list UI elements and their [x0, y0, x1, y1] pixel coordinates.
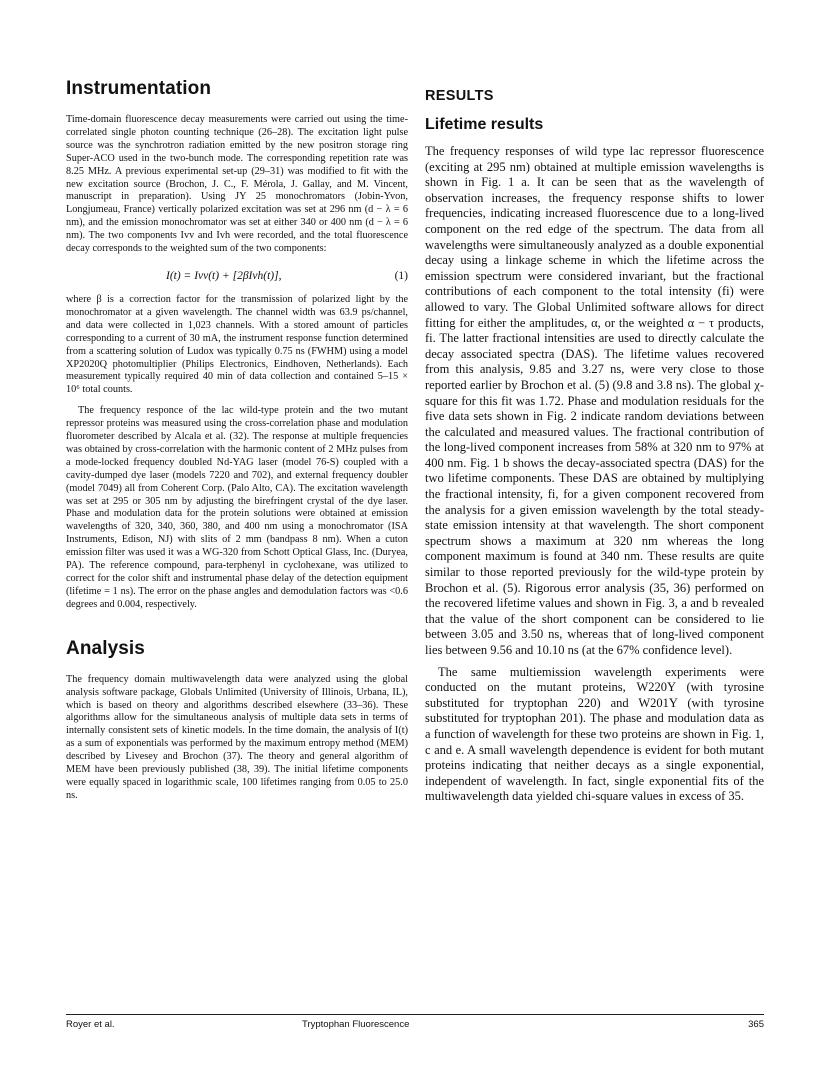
- instrumentation-paragraph-1: Time-domain fluorescence decay measurements were carried out using the time-correlated single photon counting technique (26–28). The excitation light pulse source was the synchrotron radiation emitted by the new positron storage ring Super-ACO used in the two-bunch mode. The corresponding repetition rate was 8.25 MHz. A previous experimental set-up (29–31) was modified to fit with the new excitation source (Brochon, J. C., F. Mérola, J. Gallay, and M. Vincent, manuscript in preparation). Using JY 25 monochromators (Jobin-Yvon, Longjumeau, France) vertically polarized excitation was set at 296 nm (d − λ = 6 nm), and the emission monochromator was set at either 340 or 400 nm (d − λ = 6 nm). The two components Ivv and Ivh were recorded, and the total fluorescence decay corresponds to the weighted sum of the two components:: [66, 114, 408, 255]
- equation-1: [66, 270, 408, 282]
- results-paragraph-2: The same multiemission wavelength experiments were conducted on the mutant proteins, W220Y (with tyrosine substituted for tryptophan 220) and W201Y (with tyrosine substituted for tryptophan 201). The phase and modulation data as a function of wavelength for these two proteins are shown in Fig. 1, c and e. A small wavelength dependence is evident for both mutant proteins indicating that neither decays as a single exponential, independent of wavelength. In fact, single exponential fits of the multiwavelength data yielded chi-square values in excess of 35.: [425, 664, 764, 804]
- analysis-paragraph: The frequency domain multiwavelength data were analyzed using the global analysis software package, Globals Unlimited (University of Illinois, Urbana, IL), which is based on theory and algorithms described elsewhere (33–36). These algorithms allow for the simultaneous analysis of multiple data sets in terms of internally consistent sets of kinetic models. In the time domain, the analysis of I(t) as a sum of exponentials was performed by the maximum entropy method (MEM) described by Livesey and Brochon (37). The theory and general algorithm of MEM have been previously published (38, 39). The initial lifetime components were equally spaced in logarithmic scale, 100 lifetimes ranging from 0.05 to 25.0 ns.: [66, 673, 408, 801]
- results-paragraph-1: The frequency responses of wild type lac repressor fluorescence (exciting at 295 nm) obtained at multiple emission wavelengths is shown in Fig. 1 a. It can be seen that as the wavelength of observation increases, the frequency response shifts to lower frequencies, indicating increased fluorescence due to a long-lived component on the red edge of the spectrum. The data from all wavelengths were simultaneously analyzed as a double exponential decay using a linkage scheme in which the lifetime across the emission spectrum were considered invariant, but the fractional contributions of each component to the total intensity (fi) were allowed to vary. The Global Unlimited software allows for direct fitting for either the amplitudes, α, or the weighted α − τ products, fi. The latter fractional intensities are used to directly calculate the decay associated spectra (DAS). The lifetime values recovered from this analysis, 9.85 and 3.27 ns, were very close to those reported earlier by Brochon et al. (5) (9.8 and 3.8 ns). The global χ-square for this fit was 1.72. Phase and modulation residuals for the five data sets shown in Fig. 2 indicate random deviations between the calculated and measured values. The fractional contribution of the long-lived component increases from 58% at 320 nm to 97% at 400 nm. Fig. 1 b shows the decay-associated spectra (DAS) for the two lifetime components. These DAS are obtained by multiplying the fractional intensity, fi, for a given component recovered from the analysis for a given emission wavelength by the total steady-state emission intensity at that wavelength. The short component spectrum shows a maximum at 320 nm whereas the long component maximum is found at 340 nm. These results are quite similar to those reported previously for the wild-type protein by Brochon et al. (5). Rigorous error analysis (35, 36) performed on the recovered lifetime values and shown in Fig. 3, a and b revealed that the value of the short component can be considered to lie between 3.05 and 3.50 ns, whereas that of long-lived component lies between 9.56 and 10.10 ns (at the 67% confidence level).: [425, 144, 764, 657]
- instrumentation-paragraph-3: The frequency responce of the lac wild-type protein and the two mutant repressor proteins was measured using the cross-correlation phase and modulation fluorometer described by Alcala et al. (32). The response at multiple frequencies was obtained by cross-correlation with the harmonic content of 2 MHz pulses from a mode-locked frequency doubled Nd-YAG laser (model 76-S) coupled with a cavity-dumped dye laser (models 7220 and 702), and external frequency doubler (model 7049) all from Coherent Corp. (Palo Alto, CA). The excitation wavelength was set at 295 or 305 nm by adjusting the birefringent crystal of the dye laser. Phase and modulation data for the protein solutions were obtained at emission wavelengths of 320, 340, 360, 380, and 400 nm using a monochromator (ISA Instruments, Edison, NJ) with slits of 2 mm (bandpass 8 nm). When a cuton emission filter was used it was a WG-320 from Schott Optical Glass, Inc. (Duryea, PA). The reference compound, para-terphenyl in cyclohexane, was utilized to correct for the color shift and instrumental phase delay of the detection equipment (lifetime = 1 ns). The error on the phase angles and demodulation factors was <0.6 degrees and 0.004, respectively.: [66, 405, 408, 610]
- page-footer: [66, 1014, 764, 1030]
- right-column: [425, 88, 764, 805]
- footer-authors: Royer et al.: [66, 1019, 115, 1030]
- footer-running-title: Tryptophan Fluorescence: [302, 1019, 410, 1030]
- left-column: [66, 78, 408, 803]
- page-number: 365: [748, 1019, 764, 1030]
- analysis-heading: Analysis: [66, 637, 145, 659]
- equation-text: I(t) = Ivv(t) + [2βIvh(t)],: [166, 269, 282, 282]
- equation-number: (1): [394, 269, 408, 282]
- instrumentation-heading: Instrumentation: [66, 78, 212, 99]
- results-heading: RESULTS: [425, 88, 494, 104]
- instrumentation-paragraph-2: where β is a correction factor for the transmission of polarized light by the monochromator at a given wavelength. The channel width was 63.9 ps/channel, and data were collected in 1,023 channels. With a stored amount of particles corresponding to a current of 30 mA, the instrument response function determined from a scattering solution of Ludox was typically 0.75 ns (FWHM) using a model XP2020Q photomultiplier (Philips Electronics, Eindhoven, Netherlands). Each measurement typically required 40 min of data collection and contained 5–15 × 10⁶ total counts.: [66, 293, 408, 396]
- lifetime-results-heading: Lifetime results: [425, 116, 544, 133]
